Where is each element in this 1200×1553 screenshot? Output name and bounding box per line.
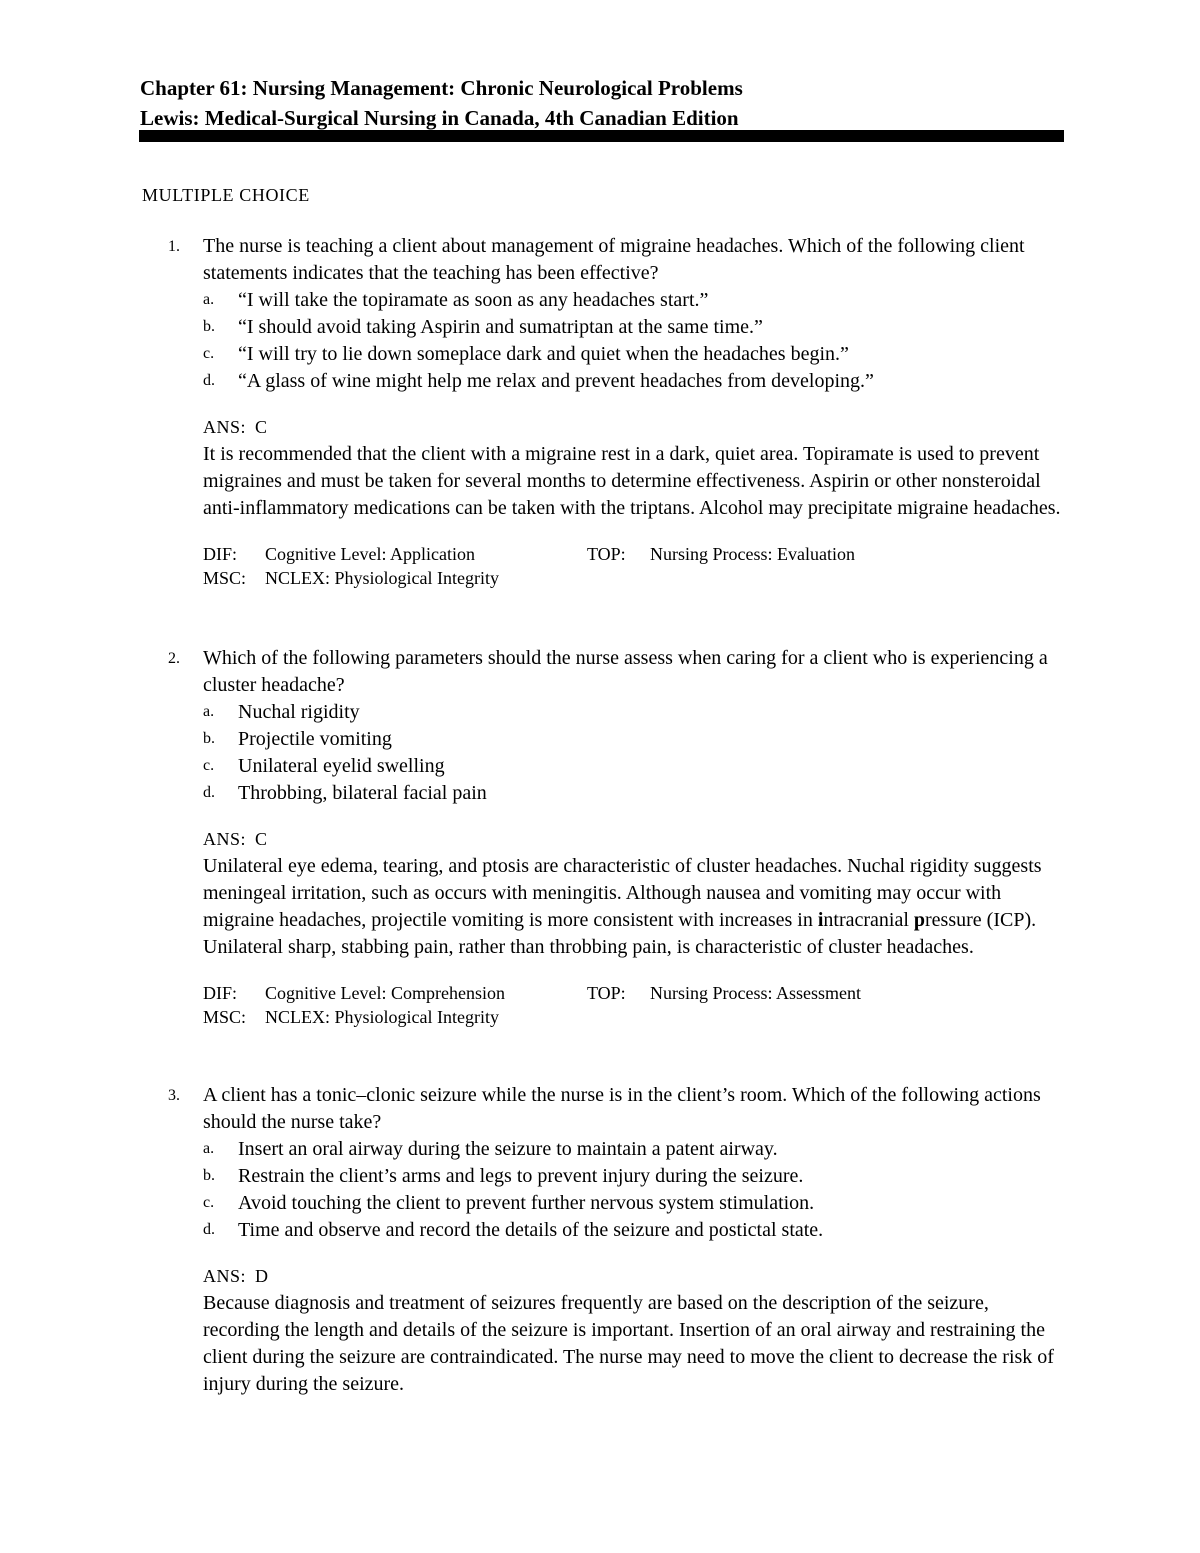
- option-letter: d.: [203, 372, 215, 389]
- option-letter: a.: [203, 703, 215, 720]
- answer-value: C: [255, 417, 268, 437]
- msc-value: NCLEX: Physiological Integrity: [265, 1007, 499, 1027]
- top-label: TOP:: [587, 983, 626, 1003]
- option-a: [203, 699, 1070, 726]
- option-letter: d.: [203, 1221, 215, 1238]
- option-list: [203, 1136, 1070, 1244]
- answer-line: [203, 414, 1070, 441]
- rationale-text: ressure (ICP). Unilateral sharp, stabbing pain, rather than throbbing pain, is characteristic of cluster headaches.: [203, 909, 1037, 958]
- answer-block: [203, 1263, 1070, 1398]
- meta-row-dif-top: [203, 981, 1070, 1005]
- question-stem: The nurse is teaching a client about management of migraine headaches. Which of the following client statements indicates that the teaching has been effective?: [203, 235, 1025, 284]
- option-text: Time and observe and record the details of the seizure and postictal state.: [238, 1219, 824, 1241]
- option-c: [203, 1190, 1070, 1217]
- option-letter: c.: [203, 1194, 215, 1211]
- top-label: TOP:: [587, 544, 626, 564]
- option-text: Insert an oral airway during the seizure to maintain a patent airway.: [238, 1138, 778, 1160]
- section-heading: MULTIPLE CHOICE: [142, 185, 310, 205]
- msc-value: NCLEX: Physiological Integrity: [265, 568, 499, 588]
- msc-label: MSC:: [203, 1007, 247, 1027]
- option-text: “I should avoid taking Aspirin and sumatriptan at the same time.”: [238, 316, 763, 338]
- answer-value: D: [255, 1266, 269, 1286]
- option-list: [203, 699, 1070, 807]
- top-value: Nursing Process: Evaluation: [650, 544, 855, 564]
- document-header: [140, 73, 1064, 133]
- dif-label: DIF:: [203, 983, 238, 1003]
- option-text: “I will try to lie down someplace dark and quiet when the headaches begin.”: [238, 343, 849, 365]
- rationale-text: ntracranial: [823, 909, 914, 931]
- meta-row-msc: [203, 566, 1070, 590]
- option-text: Restrain the client’s arms and legs to prevent injury during the seizure.: [238, 1165, 804, 1187]
- option-text: Avoid touching the client to prevent further nervous system stimulation.: [238, 1192, 815, 1214]
- option-letter: c.: [203, 757, 215, 774]
- question-stem: Which of the following parameters should the nurse assess when caring for a client who is experiencing a cluster headache?: [203, 647, 1048, 696]
- option-text: Nuchal rigidity: [238, 701, 360, 723]
- option-letter: b.: [203, 1167, 215, 1184]
- option-c: [203, 341, 1070, 368]
- option-letter: b.: [203, 318, 215, 335]
- rationale-text: Unilateral eye edema, tearing, and ptosis are characteristic of cluster headaches. Nuchal rigidity suggests meningeal irritation, such as occurs with meningitis. Although nausea and vomiting may occur with migraine headaches, projectile vomiting is more consistent with increases in: [203, 855, 1042, 931]
- top-value: Nursing Process: Assessment: [650, 983, 861, 1003]
- chapter-title: Chapter 61: Nursing Management: Chronic Neurological Problems: [140, 76, 743, 100]
- answer-label: ANS:: [203, 829, 247, 849]
- book-title: Lewis: Medical-Surgical Nursing in Canada, 4th Canadian Edition: [140, 106, 739, 130]
- header-rule: [139, 130, 1064, 142]
- question-number: 2.: [168, 650, 180, 667]
- option-letter: a.: [203, 291, 215, 308]
- option-text: “A glass of wine might help me relax and prevent headaches from developing.”: [238, 370, 874, 392]
- rationale: It is recommended that the client with a migraine rest in a dark, quiet area. Topiramate is used to prevent migraines and must be taken for several months to determine effectiveness. Aspirin or other nonsteroidal anti-inflammatory medications can be taken with the triptans. Alcohol may precipitate migraine headaches.: [203, 443, 1061, 519]
- option-text: Unilateral eyelid swelling: [238, 755, 445, 777]
- rationale-bold-letter: p: [913, 909, 926, 931]
- dif-value: Cognitive Level: Comprehension: [265, 983, 505, 1003]
- rationale: Because diagnosis and treatment of seizures frequently are based on the description of the seizure, recording the length and details of the seizure is important. Insertion of an oral airway and restraining the client during the seizure are contraindicated. The nurse may need to move the client to decrease the risk of injury during the seizure.: [203, 1292, 1054, 1395]
- meta-row-dif-top: [203, 542, 1070, 566]
- answer-block: [203, 414, 1070, 522]
- option-text: Projectile vomiting: [238, 728, 392, 750]
- meta-row-msc: [203, 1005, 1070, 1029]
- answer-value: C: [255, 829, 268, 849]
- question-1: [140, 233, 1070, 590]
- rationale-bold-letter: i: [817, 909, 824, 931]
- option-a: [203, 1136, 1070, 1163]
- option-a: [203, 287, 1070, 314]
- question-number: 3.: [168, 1087, 180, 1104]
- dif-value: Cognitive Level: Application: [265, 544, 475, 564]
- option-letter: d.: [203, 784, 215, 801]
- option-d: [203, 1217, 1070, 1244]
- option-d: [203, 780, 1070, 807]
- option-text: Throbbing, bilateral facial pain: [238, 782, 487, 804]
- option-b: [203, 314, 1070, 341]
- question-number: 1.: [168, 238, 180, 255]
- option-b: [203, 1163, 1070, 1190]
- option-letter: b.: [203, 730, 215, 747]
- rationale: [203, 853, 1070, 961]
- answer-line: [203, 1263, 1070, 1290]
- answer-label: ANS:: [203, 1266, 247, 1286]
- option-letter: c.: [203, 345, 215, 362]
- option-text: “I will take the topiramate as soon as any headaches start.”: [238, 289, 709, 311]
- answer-block: [203, 826, 1070, 961]
- option-d: [203, 368, 1070, 395]
- option-c: [203, 753, 1070, 780]
- option-b: [203, 726, 1070, 753]
- question-3: [140, 1082, 1070, 1398]
- metadata: [203, 981, 1070, 1029]
- answer-line: [203, 826, 1070, 853]
- metadata: [203, 542, 1070, 590]
- answer-label: ANS:: [203, 417, 247, 437]
- question-stem: A client has a tonic–clonic seizure while the nurse is in the client’s room. Which of the following actions should the nurse take?: [203, 1084, 1041, 1133]
- dif-label: DIF:: [203, 544, 238, 564]
- option-list: [203, 287, 1070, 395]
- question-2: [140, 645, 1070, 1029]
- option-letter: a.: [203, 1140, 215, 1157]
- msc-label: MSC:: [203, 568, 247, 588]
